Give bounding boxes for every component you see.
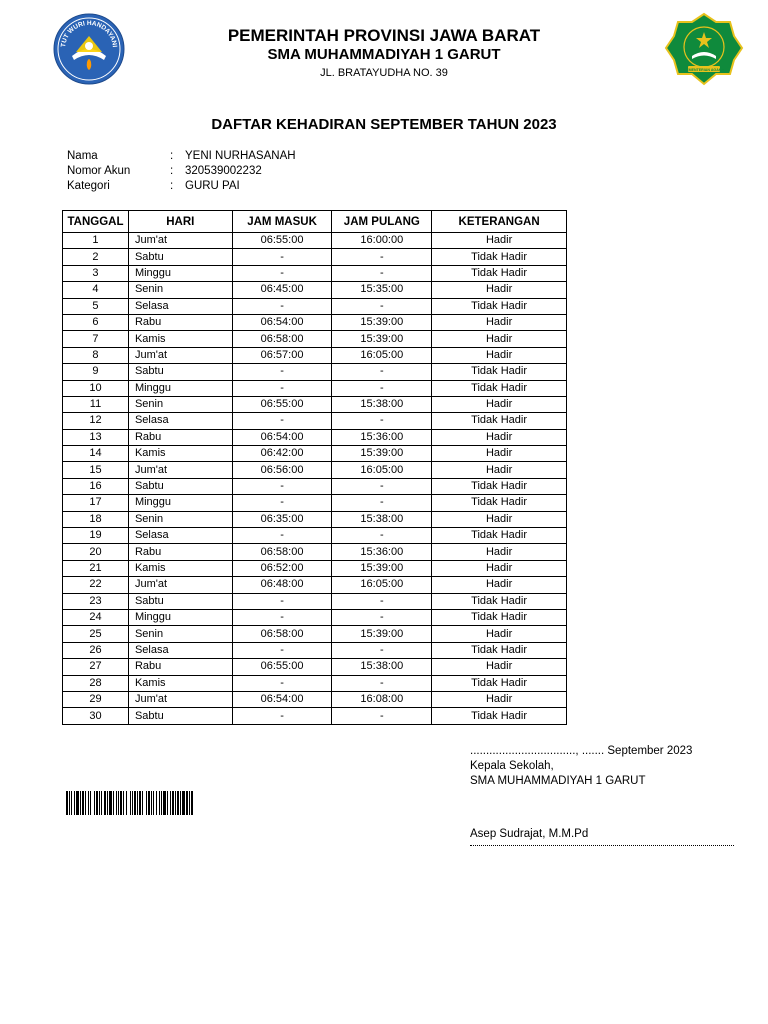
row-date: 17 bbox=[63, 495, 129, 511]
row-time-in: 06:35:00 bbox=[232, 511, 332, 527]
header-status: KETERANGAN bbox=[432, 211, 567, 233]
document-title: DAFTAR KEHADIRAN SEPTEMBER TAHUN 2023 bbox=[211, 116, 557, 133]
row-status: Hadir bbox=[432, 331, 567, 347]
signature-school: SMA MUHAMMADIYAH 1 GARUT bbox=[470, 775, 646, 787]
table-row bbox=[63, 314, 567, 330]
row-day: Kamis bbox=[128, 560, 232, 576]
account-number-colon: : bbox=[170, 165, 174, 177]
row-time-in: - bbox=[232, 495, 332, 511]
row-time-out: 15:39:00 bbox=[332, 331, 432, 347]
row-status: Tidak Hadir bbox=[432, 380, 567, 396]
row-day: Minggu bbox=[128, 380, 232, 396]
row-date: 7 bbox=[63, 331, 129, 347]
row-time-in: 06:55:00 bbox=[232, 233, 332, 249]
row-date: 4 bbox=[63, 282, 129, 298]
svg-text:KEMENTERIAN AGAMA: KEMENTERIAN AGAMA bbox=[683, 68, 725, 72]
table-row bbox=[63, 429, 567, 445]
row-day: Rabu bbox=[128, 659, 232, 675]
row-time-out: 15:39:00 bbox=[332, 560, 432, 576]
row-time-out: 16:05:00 bbox=[332, 577, 432, 593]
row-status: Tidak Hadir bbox=[432, 528, 567, 544]
row-time-out: - bbox=[332, 413, 432, 429]
table-row bbox=[63, 544, 567, 560]
row-day: Minggu bbox=[128, 265, 232, 281]
table-row bbox=[63, 495, 567, 511]
table-row bbox=[63, 511, 567, 527]
row-time-out: 16:05:00 bbox=[332, 347, 432, 363]
row-time-in: 06:58:00 bbox=[232, 331, 332, 347]
row-time-out: 15:36:00 bbox=[332, 544, 432, 560]
account-number-value: 320539002232 bbox=[185, 165, 262, 177]
row-status: Hadir bbox=[432, 314, 567, 330]
row-time-out: - bbox=[332, 364, 432, 380]
table-row bbox=[63, 626, 567, 642]
row-status: Tidak Hadir bbox=[432, 413, 567, 429]
table-row bbox=[63, 528, 567, 544]
row-status: Tidak Hadir bbox=[432, 495, 567, 511]
row-status: Hadir bbox=[432, 691, 567, 707]
row-status: Hadir bbox=[432, 659, 567, 675]
row-day: Selasa bbox=[128, 413, 232, 429]
table-row bbox=[63, 233, 567, 249]
row-date: 22 bbox=[63, 577, 129, 593]
row-date: 29 bbox=[63, 691, 129, 707]
svg-text:TUT WURI HANDAYANI: TUT WURI HANDAYANI bbox=[60, 19, 118, 48]
row-day: Jum'at bbox=[128, 691, 232, 707]
row-date: 25 bbox=[63, 626, 129, 642]
row-time-out: - bbox=[332, 298, 432, 314]
signature-role: Kepala Sekolah, bbox=[470, 760, 554, 772]
table-row bbox=[63, 642, 567, 658]
row-time-in: - bbox=[232, 609, 332, 625]
row-time-out: - bbox=[332, 609, 432, 625]
row-time-out: 15:38:00 bbox=[332, 511, 432, 527]
row-date: 9 bbox=[63, 364, 129, 380]
row-day: Selasa bbox=[128, 528, 232, 544]
row-date: 16 bbox=[63, 478, 129, 494]
row-date: 24 bbox=[63, 609, 129, 625]
row-time-in: - bbox=[232, 675, 332, 691]
table-row bbox=[63, 364, 567, 380]
name-value: YENI NURHASANAH bbox=[185, 150, 296, 162]
row-time-in: - bbox=[232, 413, 332, 429]
row-date: 10 bbox=[63, 380, 129, 396]
row-time-out: - bbox=[332, 528, 432, 544]
row-status: Tidak Hadir bbox=[432, 708, 567, 724]
row-status: Tidak Hadir bbox=[432, 478, 567, 494]
row-time-in: - bbox=[232, 380, 332, 396]
header-date: TANGGAL bbox=[63, 211, 129, 233]
row-status: Hadir bbox=[432, 429, 567, 445]
row-status: Tidak Hadir bbox=[432, 249, 567, 265]
table-row bbox=[63, 298, 567, 314]
row-day: Senin bbox=[128, 511, 232, 527]
barcode-icon bbox=[66, 791, 256, 815]
row-time-in: - bbox=[232, 298, 332, 314]
table-row bbox=[63, 282, 567, 298]
row-time-in: 06:58:00 bbox=[232, 626, 332, 642]
row-time-out: 15:39:00 bbox=[332, 314, 432, 330]
row-day: Senin bbox=[128, 626, 232, 642]
row-date: 30 bbox=[63, 708, 129, 724]
table-row bbox=[63, 593, 567, 609]
row-day: Kamis bbox=[128, 446, 232, 462]
row-time-out: - bbox=[332, 708, 432, 724]
row-time-out: 16:00:00 bbox=[332, 233, 432, 249]
row-time-in: 06:42:00 bbox=[232, 446, 332, 462]
row-date: 2 bbox=[63, 249, 129, 265]
row-status: Hadir bbox=[432, 511, 567, 527]
row-time-out: - bbox=[332, 495, 432, 511]
row-time-in: 06:45:00 bbox=[232, 282, 332, 298]
row-time-in: 06:55:00 bbox=[232, 659, 332, 675]
row-status: Hadir bbox=[432, 577, 567, 593]
row-day: Senin bbox=[128, 282, 232, 298]
table-row bbox=[63, 331, 567, 347]
row-time-out: - bbox=[332, 265, 432, 281]
row-day: Sabtu bbox=[128, 593, 232, 609]
row-day: Rabu bbox=[128, 544, 232, 560]
table-row bbox=[63, 396, 567, 412]
row-date: 28 bbox=[63, 675, 129, 691]
row-time-in: - bbox=[232, 478, 332, 494]
table-row bbox=[63, 478, 567, 494]
row-day: Sabtu bbox=[128, 364, 232, 380]
row-date: 23 bbox=[63, 593, 129, 609]
row-time-out: 15:39:00 bbox=[332, 446, 432, 462]
row-time-in: 06:48:00 bbox=[232, 577, 332, 593]
row-date: 11 bbox=[63, 396, 129, 412]
school-address: JL. BRATAYUDHA NO. 39 bbox=[320, 67, 448, 79]
row-date: 3 bbox=[63, 265, 129, 281]
row-time-in: 06:55:00 bbox=[232, 396, 332, 412]
row-date: 26 bbox=[63, 642, 129, 658]
table-row bbox=[63, 265, 567, 281]
row-time-in: 06:56:00 bbox=[232, 462, 332, 478]
row-day: Minggu bbox=[128, 609, 232, 625]
row-status: Tidak Hadir bbox=[432, 265, 567, 281]
table-row bbox=[63, 577, 567, 593]
row-time-in: - bbox=[232, 708, 332, 724]
school-name: SMA MUHAMMADIYAH 1 GARUT bbox=[267, 46, 501, 63]
table-row bbox=[63, 347, 567, 363]
row-day: Senin bbox=[128, 396, 232, 412]
row-date: 19 bbox=[63, 528, 129, 544]
table-row bbox=[63, 249, 567, 265]
row-time-out: - bbox=[332, 380, 432, 396]
row-time-out: - bbox=[332, 642, 432, 658]
row-date: 1 bbox=[63, 233, 129, 249]
row-status: Hadir bbox=[432, 544, 567, 560]
signature-name: Asep Sudrajat, M.M.Pd bbox=[470, 828, 589, 840]
row-day: Selasa bbox=[128, 642, 232, 658]
row-day: Minggu bbox=[128, 495, 232, 511]
row-status: Tidak Hadir bbox=[432, 298, 567, 314]
row-date: 8 bbox=[63, 347, 129, 363]
row-date: 20 bbox=[63, 544, 129, 560]
row-date: 15 bbox=[63, 462, 129, 478]
row-status: Tidak Hadir bbox=[432, 675, 567, 691]
row-time-out: - bbox=[332, 593, 432, 609]
row-status: Hadir bbox=[432, 282, 567, 298]
row-status: Hadir bbox=[432, 462, 567, 478]
signature-date-line: ................................., ....... September 2023 bbox=[470, 745, 693, 757]
row-day: Kamis bbox=[128, 331, 232, 347]
table-row bbox=[63, 446, 567, 462]
row-day: Selasa bbox=[128, 298, 232, 314]
row-date: 21 bbox=[63, 560, 129, 576]
row-time-in: - bbox=[232, 593, 332, 609]
row-status: Tidak Hadir bbox=[432, 593, 567, 609]
row-status: Hadir bbox=[432, 233, 567, 249]
table-row bbox=[63, 708, 567, 724]
row-status: Tidak Hadir bbox=[432, 609, 567, 625]
row-time-out: - bbox=[332, 675, 432, 691]
attendance-table bbox=[62, 210, 567, 725]
row-date: 27 bbox=[63, 659, 129, 675]
header-time-out: JAM PULANG bbox=[332, 211, 432, 233]
row-time-out: 16:05:00 bbox=[332, 462, 432, 478]
row-time-out: - bbox=[332, 478, 432, 494]
row-time-in: 06:52:00 bbox=[232, 560, 332, 576]
row-status: Hadir bbox=[432, 347, 567, 363]
name-colon: : bbox=[170, 150, 174, 162]
row-time-in: 06:57:00 bbox=[232, 347, 332, 363]
header-day: HARI bbox=[128, 211, 232, 233]
row-status: Hadir bbox=[432, 446, 567, 462]
account-number-label: Nomor Akun bbox=[67, 165, 131, 177]
row-day: Sabtu bbox=[128, 249, 232, 265]
row-status: Tidak Hadir bbox=[432, 364, 567, 380]
table-row bbox=[63, 560, 567, 576]
row-time-in: - bbox=[232, 265, 332, 281]
row-time-out: 15:38:00 bbox=[332, 659, 432, 675]
row-status: Hadir bbox=[432, 626, 567, 642]
row-time-out: 15:35:00 bbox=[332, 282, 432, 298]
name-label: Nama bbox=[67, 150, 98, 162]
row-day: Jum'at bbox=[128, 347, 232, 363]
row-status: Hadir bbox=[432, 396, 567, 412]
row-time-out: 15:39:00 bbox=[332, 626, 432, 642]
row-day: Jum'at bbox=[128, 462, 232, 478]
row-date: 6 bbox=[63, 314, 129, 330]
row-time-in: 06:54:00 bbox=[232, 429, 332, 445]
table-row bbox=[63, 675, 567, 691]
row-time-in: - bbox=[232, 364, 332, 380]
row-time-out: 15:36:00 bbox=[332, 429, 432, 445]
table-row bbox=[63, 462, 567, 478]
row-time-in: 06:54:00 bbox=[232, 691, 332, 707]
row-date: 5 bbox=[63, 298, 129, 314]
table-header-row bbox=[63, 211, 567, 233]
row-date: 13 bbox=[63, 429, 129, 445]
row-date: 18 bbox=[63, 511, 129, 527]
row-day: Sabtu bbox=[128, 478, 232, 494]
header-time-in: JAM MASUK bbox=[232, 211, 332, 233]
row-time-in: 06:58:00 bbox=[232, 544, 332, 560]
row-time-out: 16:08:00 bbox=[332, 691, 432, 707]
row-status: Hadir bbox=[432, 560, 567, 576]
category-label: Kategori bbox=[67, 180, 110, 192]
row-day: Rabu bbox=[128, 429, 232, 445]
row-day: Jum'at bbox=[128, 577, 232, 593]
row-day: Rabu bbox=[128, 314, 232, 330]
table-row bbox=[63, 691, 567, 707]
government-title: PEMERINTAH PROVINSI JAWA BARAT bbox=[227, 26, 541, 45]
row-time-in: - bbox=[232, 642, 332, 658]
row-time-in: - bbox=[232, 528, 332, 544]
table-row bbox=[63, 659, 567, 675]
table-row bbox=[63, 609, 567, 625]
row-status: Tidak Hadir bbox=[432, 642, 567, 658]
row-day: Jum'at bbox=[128, 233, 232, 249]
table-row bbox=[63, 380, 567, 396]
row-time-out: 15:38:00 bbox=[332, 396, 432, 412]
row-date: 12 bbox=[63, 413, 129, 429]
row-date: 14 bbox=[63, 446, 129, 462]
row-day: Sabtu bbox=[128, 708, 232, 724]
row-day: Kamis bbox=[128, 675, 232, 691]
signature-line bbox=[470, 845, 734, 846]
row-time-out: - bbox=[332, 249, 432, 265]
category-colon: : bbox=[170, 180, 174, 192]
row-time-in: 06:54:00 bbox=[232, 314, 332, 330]
row-time-in: - bbox=[232, 249, 332, 265]
table-row bbox=[63, 413, 567, 429]
category-value: GURU PAI bbox=[185, 180, 240, 192]
